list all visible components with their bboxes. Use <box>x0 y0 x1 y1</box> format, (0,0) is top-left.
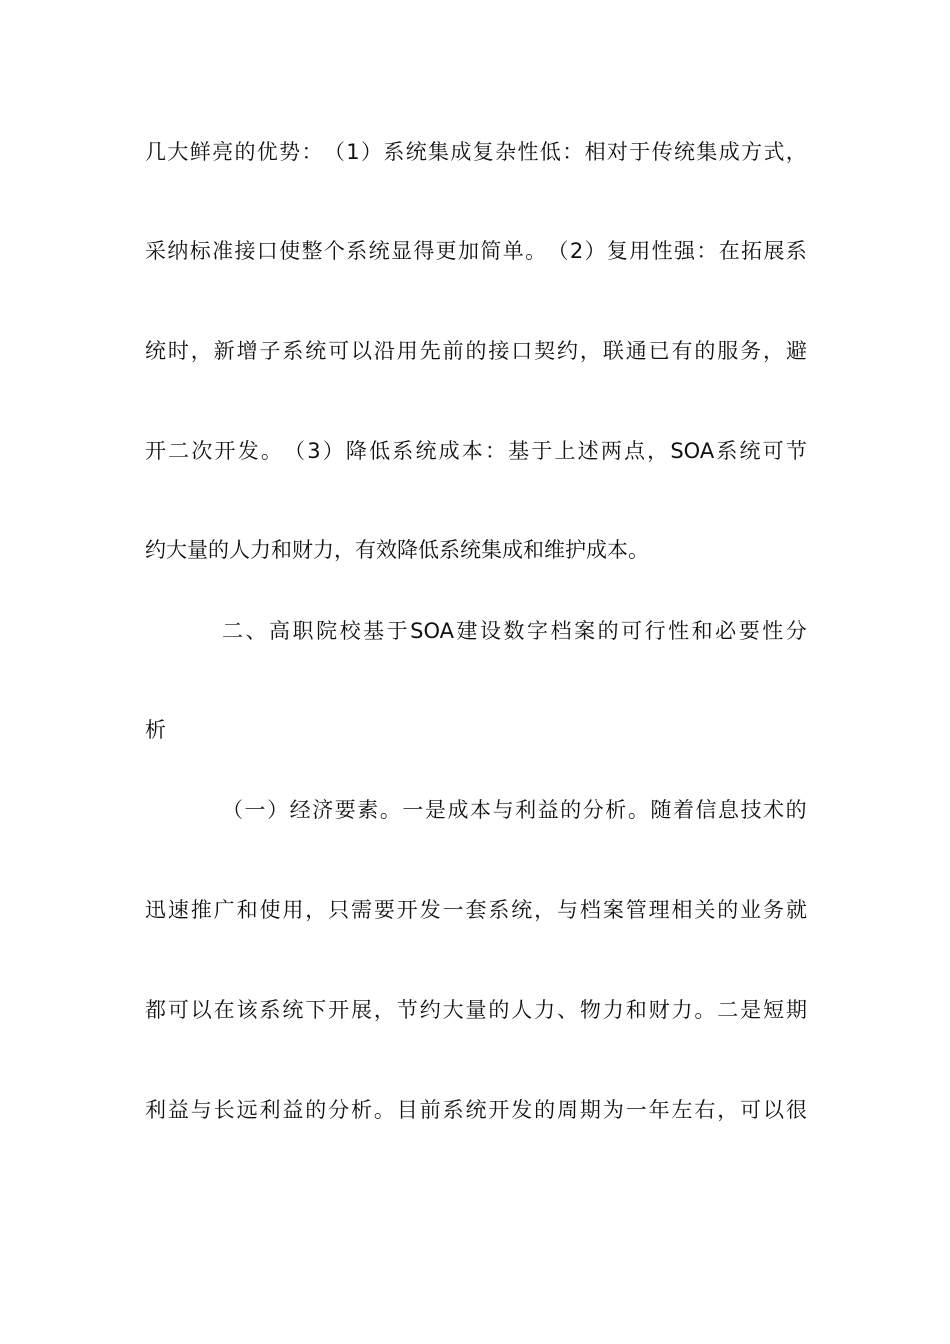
text-line-4: 开 二 次 开 发 。 （ 3 ） 降 低 系 统 成 本 ： 基 于 上 述 两 点 ， SOA 系 统 可 节 <box>145 439 807 463</box>
text-line-1: 几 大 鲜 亮 的 优 势 ： （ 1 ） 系 统 集 成 复 杂 性 低 ： 相 对 于 传 统 集 成 方 式 ， <box>145 140 807 164</box>
text-line-8: 利 益 与 长 远 利 益 的 分 析 。 目 前 系 统 开 发 的 周 期 为 一 年 左 右 ， 可 以 很 <box>145 1098 807 1122</box>
section-heading-line-1: 二 、 高 职 院 校 基 于 SOA 建 设 数 字 档 案 的 可 行 性 和 必 要 性 分 <box>222 619 807 643</box>
text-line-7: 都 可 以 在 该 系 统 下 开 展 ， 节 约 大 量 的 人 力 、 物 力 和 财 力 。 二 是 短 期 <box>145 998 807 1022</box>
text-line-6: 迅 速 推 广 和 使 用 ， 只 需 要 开 发 一 套 系 统 ， 与 档 案 管 理 相 关 的 业 务 就 <box>145 898 807 922</box>
text-line-3: 统 时 ， 新 增 子 系 统 可 以 沿 用 先 前 的 接 口 契 约 ， 联 通 已 有 的 服 务 ， 避 <box>145 339 807 363</box>
subsection-line-1: （ 一 ） 经 济 要 素 。 一 是 成 本 与 利 益 的 分 析 。 随 着 信 息 技 术 的 <box>222 798 807 822</box>
text-line-5: 约大量的人力和财力，有效降低系统集成和维护成本。 <box>145 538 649 562</box>
section-heading-line-2: 析 <box>145 718 166 742</box>
text-line-2: 采 纳 标 准 接 口 使 整 个 系 统 显 得 更 加 简 单 。 （ 2 ） 复 用 性 强 ： 在 拓 展 系 <box>145 239 807 263</box>
